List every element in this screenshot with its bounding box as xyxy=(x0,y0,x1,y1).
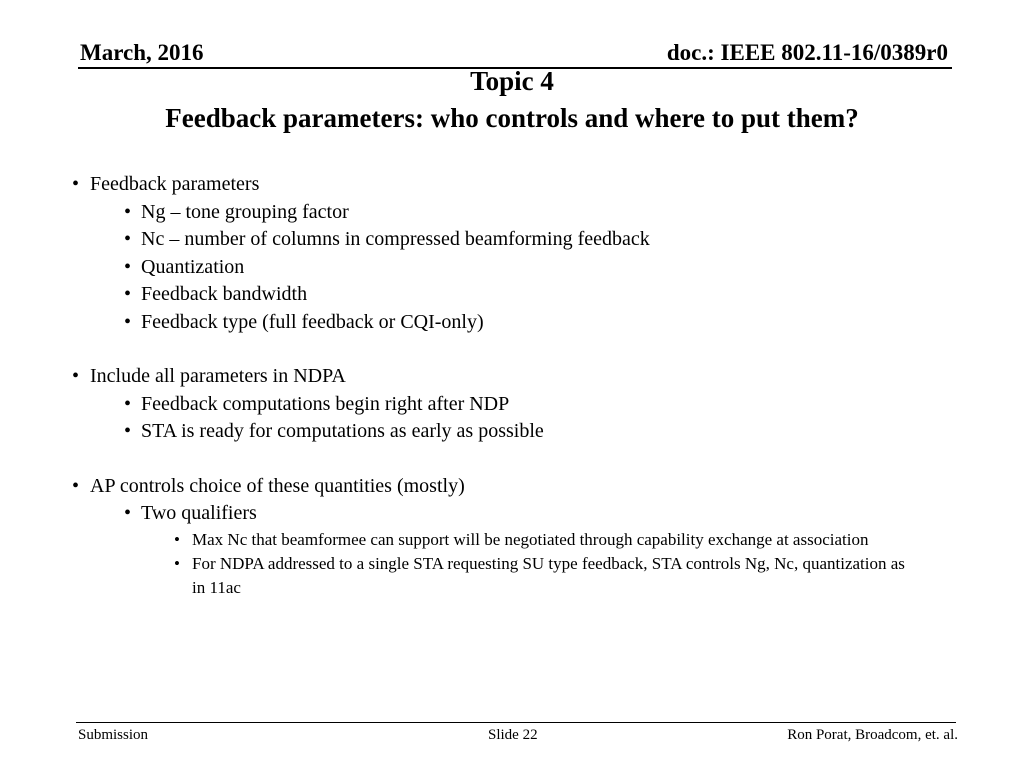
spacer xyxy=(70,446,950,473)
bullet-ap-controls: • AP controls choice of these quantities (mostly) xyxy=(70,473,950,501)
footer-slide-number: Slide 22 xyxy=(488,727,538,743)
bullet-sta-ready: • STA is ready for computations as early as possible xyxy=(70,418,950,446)
bullet-ndpa-single-sta: • For NDPA addressed to a single STA requesting SU type feedback, STA controls Ng, Nc, quantization as in 11ac xyxy=(70,552,912,600)
bullet-two-qualifiers: • Two qualifiers xyxy=(70,500,950,528)
footer-submission: Submission xyxy=(78,727,149,743)
bullet-quantization: • Quantization xyxy=(70,254,950,282)
footer-author: Ron Porat, Broadcom, et. al. xyxy=(787,727,958,743)
header-doc-id: doc.: IEEE 802.11-16/0389r0 xyxy=(666,40,948,65)
slide-content xyxy=(70,171,950,600)
bullet-ng: • Ng – tone grouping factor xyxy=(70,199,950,227)
bullet-max-nc: • Max Nc that beamformee can support will be negotiated through capability exchange at association xyxy=(70,528,912,552)
slide-subtitle: Feedback parameters: who controls and where to put them? xyxy=(165,103,859,133)
bullet-include-all-parameters: • Include all parameters in NDPA xyxy=(70,363,950,391)
bullet-feedback-bandwidth: • Feedback bandwidth xyxy=(70,281,950,309)
bullet-nc: • Nc – number of columns in compressed beamforming feedback xyxy=(70,226,950,254)
bullet-feedback-computations: • Feedback computations begin right after NDP xyxy=(70,391,950,419)
spacer xyxy=(70,336,950,363)
footer-rule xyxy=(76,722,956,723)
slide-title: Topic 4 xyxy=(470,66,554,96)
header-date: March, 2016 xyxy=(80,40,204,65)
bullet-feedback-parameters: • Feedback parameters xyxy=(70,171,950,199)
bullet-feedback-type: • Feedback type (full feedback or CQI-only) xyxy=(70,309,950,337)
